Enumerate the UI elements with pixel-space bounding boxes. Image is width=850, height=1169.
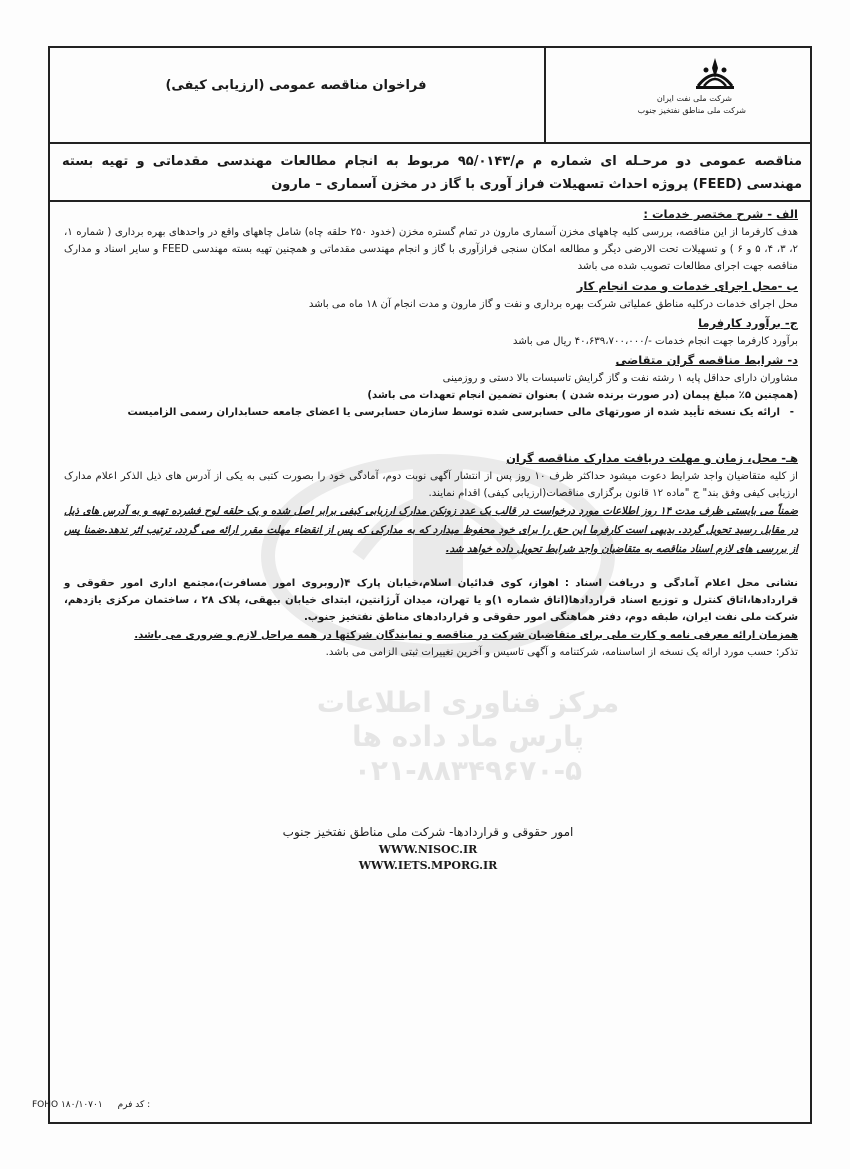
form-code (32, 1100, 252, 1110)
header (48, 46, 810, 144)
watermark-text (288, 686, 648, 788)
section-c-body: برآورد کارفرما جهت انجام خدمات -/۴۰،۶۳۹،۷۰۰،۰۰۰ ریال می باشد (512, 335, 798, 347)
website-iets: WWW.IETS.MPORG.IR (358, 859, 498, 872)
section-d-line2: (همچنین ۵٪ مبلغ پیمان (در صورت برنده شدن ) بعنوان تضمین انجام تعهدات می باشد) (367, 390, 798, 402)
section-d-heading: د- شرایط مناقصه گران متقاضی (615, 353, 798, 368)
section-e-body: از کلیه متقاضیان واجد شرایط دعوت میشود حداکثر ظرف ۱۰ روز پس از انتشار آگهی نوبت دوم، آمادگی خود را بصورت کتبی به یکی از آدرس های ذیل الذکر اعلام مدارک ارزیابی کیفی وفق بند" ج "ماده ۱۲ قانون برگزاری مناقصات(ارزیابی کیفی) اقدام نمایند. (64, 470, 798, 499)
section-b-heading: ب -محل اجرای خدمات و مدت انجام کار (576, 278, 798, 293)
footer-info (228, 822, 628, 874)
tender-title: مناقصه عمومی دو مرحـله ای شماره م م/۹۵/۰۱۴۳ مربوط به انجام مطالعات مهندسی مقدماتی و تهیه بسته مهندسی (FEED) پروژه احداث تسهیلات فراز آوری با گاز در مخزن آسماری – مارون (62, 154, 802, 192)
body-content (64, 204, 798, 661)
company-name-nisoc: شرکت ملی مناطق نفتخیز جنوب (637, 106, 746, 115)
section-d-bullet: - ارائه یک نسخه تأیید شده از صورتهای مالی حسابرسی شده توسط سازمان حسابرسی یا اعضای جامعه حسابداران رسمی الزامیست (64, 404, 798, 421)
website-nisoc: WWW.NISOC.IR (378, 843, 478, 856)
section-c-heading: ج- برآورد کارفرما (698, 315, 798, 330)
nioc-logo-icon (694, 56, 736, 92)
address-paragraph: نشانی محل اعلام آمادگی و دریافت اسناد : اهواز، کوی فدائیان اسلام،خیابان پارک ۴(روبروی امور مسافرت)،مجتمع اداری امور حقوقی و قراردادها،اتاق کنترل و توزیع اسناد قراردادها(اتاق شماره ۱)و یا تهران، میدان آرژانتین، ابتدای خیابان بیهقی، پلاک ۲۸ ، ساختمان مرکزی یازدهم، شرکت ملی نفت ایران، طبقه دوم، دفتر هماهنگی امور حقوقی و قراردادهای مناطق نفتخیز جنوب. (64, 578, 798, 624)
id-requirement-note: همزمان ارائه معرفی نامه و کارت ملی برای متقاضیان شرکت در مناقصه و نمایندگان شرکتها در همه مراحل لازم و ضروری می باشد. (134, 629, 798, 641)
section-e-note: ضمناً می بایستی ظرف مدت ۱۴ روز اطلاعات مورد درخواست در قالب یک عدد زونکن مدارک ارزیابی کیفی برابر اصل شده و یک حلقه لوح فشرده تهیه و به آدرس های ذیل در مقابل رسید تحویل گردد. بدیهی است کارفرما این حق را برای خود محفوظ میدارد که به مدارکی که پس از انقضاء مهلت مقرر ارائه می گردد، ترتیب اثر ندهد.ضمنا پس از بررسی های لازم اسناد مناقصه به متقاضیان واجد شرایط تحویل داده خواهد شد. (64, 506, 799, 556)
section-divider (48, 200, 810, 202)
company-name-nioc: شرکت ملی نفت ایران (656, 94, 732, 103)
section-b-body: محل اجرای خدمات درکلیه مناطق عملیاتی شرکت بهره برداری و نفت و گاز مارون و مدت انجام آن ۱۸ ماه می باشد (308, 298, 798, 310)
watermark-line2: ۰۲۱-۸۸۳۴۹۶۷۰-۵ (353, 754, 583, 787)
form-code-label: کد فرم : (117, 1100, 151, 1110)
footer-org: امور حقوقی و قراردادها- شرکت ملی مناطق نفتخیز جنوب (282, 825, 574, 839)
logo-area (546, 46, 810, 142)
form-code-value: FOHO ۱۸۰/۱۰۷۰۱ (32, 1100, 103, 1110)
watermark-line1: مرکز فناوری اطلاعات پارس ماد داده ها (316, 686, 620, 753)
document-title: فراخوان مناقصه عمومی (ارزیابی کیفی) (165, 78, 427, 93)
section-d-line1: مشاوران دارای حداقل پایه ۱ رشته نفت و گاز گرایش تاسیسات بالا دستی و روزمینی (442, 373, 798, 385)
section-e-heading: هـ- محل، زمان و مهلت دریافت مدارک مناقصه گران (506, 450, 798, 465)
section-a-heading: الف - شرح مختصر خدمات : (643, 207, 798, 221)
section-a-body: هدف کارفرما از این مناقصه، بررسی کلیه چاههای مخزن آسماری مارون در تمام گستره مخزن (خدود ۲۵۰ حلقه چاه) شامل چاههای واقع در واحدهای بهره برداری ( شماره ۱، ۲، ۳، ۴، ۵ و ۶ ) و تسهیلات تحت الارضی دیگر و مطالعه امکان سنجی فرازآوری با گاز و انجام مهندسی مقدماتی و همچنین تهیه بسته مهندسی FEED و سایر اسناد و مدارک مناقصه جهت اجرای مطالعات تصویب شده می باشد (64, 227, 799, 273)
reminder-note: تذکر: حسب مورد ارائه یک نسخه از اساسنامه، شرکتنامه و آگهی تاسیس و آخرین تغییرات ثبتی الزامی می باشد. (325, 646, 798, 658)
document-page (32, 46, 812, 1124)
